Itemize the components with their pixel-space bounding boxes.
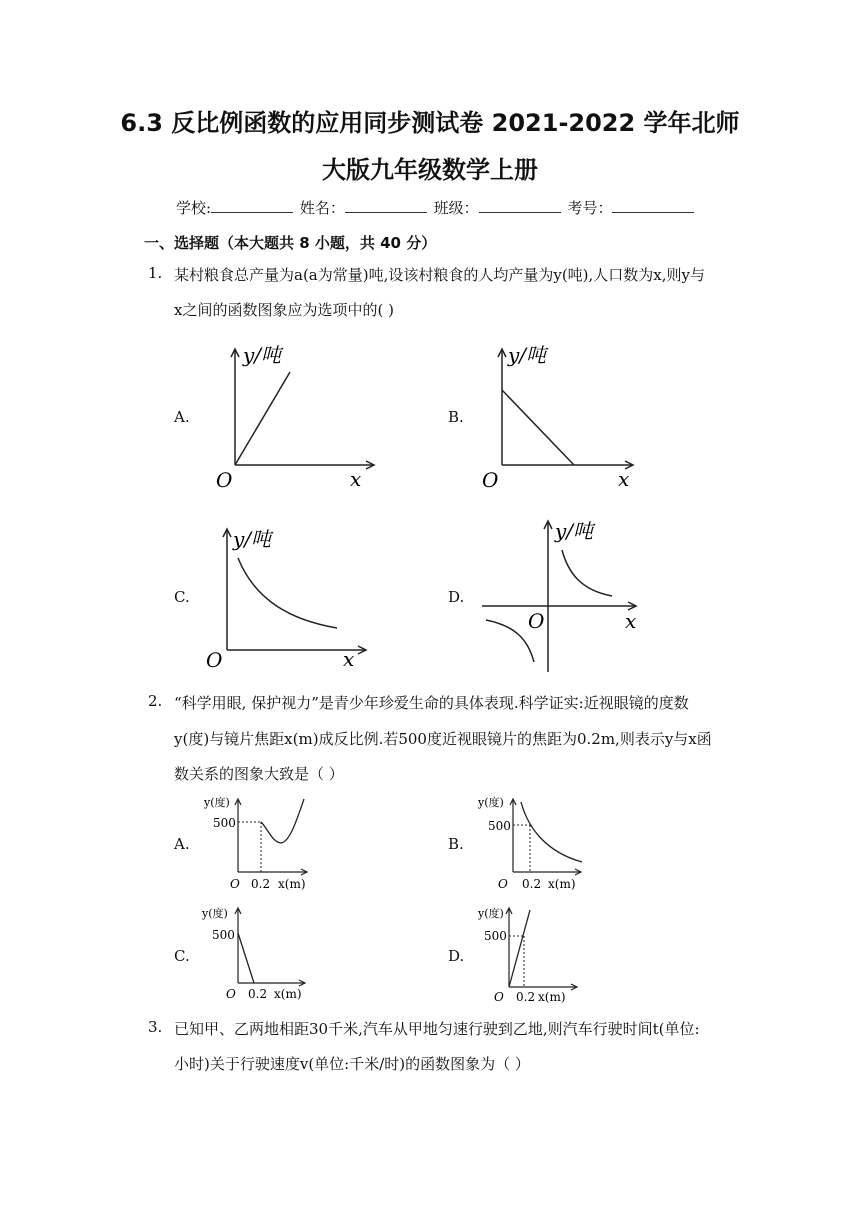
q2b-y-tick: 500	[488, 819, 511, 833]
q1-number: 1.	[148, 264, 163, 282]
q2d-y-label: y(度)	[478, 907, 504, 920]
q2c-y-label: y(度)	[202, 907, 228, 920]
q2b-origin-label: O	[498, 877, 508, 891]
q1c-x-label: x	[343, 647, 355, 671]
q2a-x-label: x(m)	[278, 877, 306, 891]
q2-graph-b	[476, 794, 596, 894]
name-label: 姓名：	[299, 199, 345, 217]
q1-option-c[interactable]: C.	[174, 588, 190, 606]
q1-option-d[interactable]: D.	[448, 588, 465, 606]
q1-graph-b	[470, 340, 650, 490]
q1-option-b[interactable]: B.	[448, 408, 464, 426]
q1a-origin-label: O	[216, 468, 233, 492]
q2-text-line-3: 数关系的图象大致是（ ）	[174, 765, 344, 783]
q2-graph-d	[476, 903, 596, 1003]
q2c-x-tick: 0.2	[248, 987, 268, 1001]
q2a-origin-label: O	[230, 877, 240, 891]
q1d-x-label: x	[625, 609, 637, 633]
q1-text-line-1: 某村粮食总产量为a(a为常量)吨,设该村粮食的人均产量为y(吨),人口数为x,则y与	[174, 266, 706, 284]
q2c-origin-label: O	[226, 987, 236, 1001]
q2b-x-label: x(m)	[548, 877, 576, 891]
q1-graph-a	[205, 340, 385, 490]
q1d-y-label: y/吨	[555, 519, 594, 543]
q2d-y-tick: 500	[484, 929, 507, 943]
q2-number: 2.	[148, 692, 163, 710]
q2-option-b[interactable]: B.	[448, 835, 464, 853]
q1d-origin-label: O	[528, 609, 545, 633]
q1a-y-label: y/吨	[243, 343, 282, 367]
class-blank[interactable]	[479, 198, 561, 213]
q1b-origin-label: O	[482, 468, 499, 492]
section-heading: 一、选择题（本大题共 8 小题，共 40 分）	[144, 234, 437, 252]
q1-graph-c	[200, 520, 380, 670]
q1c-origin-label: O	[206, 648, 223, 672]
q2-option-a[interactable]: A.	[174, 835, 190, 853]
q3-text-line-2: 小时)关于行驶速度v(单位:千米/时)的函数图象为（ ）	[174, 1055, 530, 1073]
q2c-y-tick: 500	[212, 928, 235, 942]
q3-number: 3.	[148, 1018, 163, 1036]
q2-option-c[interactable]: C.	[174, 947, 190, 965]
q2b-y-label: y(度)	[478, 796, 504, 809]
q2-text-line-2: y(度)与镜片焦距x(m)成反比例.若500度近视眼镜片的焦距为0.2m,则表示y与x函	[174, 730, 712, 748]
school-blank[interactable]	[211, 198, 293, 213]
q1b-x-label: x	[618, 467, 630, 491]
q3-text-line-1: 已知甲、乙两地相距30千米,汽车从甲地匀速行驶到乙地,则汽车行驶时间t(单位:	[174, 1020, 700, 1038]
q2-option-d[interactable]: D.	[448, 947, 465, 965]
q2-text-line-1: “科学用眼, 保护视力”是青少年珍爱生命的具体表现.科学证实:近视眼镜的度数	[174, 694, 689, 712]
q1c-y-label: y/吨	[233, 527, 272, 551]
q2d-x-label: x(m)	[538, 990, 566, 1004]
school-label: 学校:	[176, 199, 212, 217]
exam-no-blank[interactable]	[612, 198, 694, 213]
title-line-2: 大版九年级数学上册	[322, 156, 538, 184]
q2-graph-c	[200, 903, 320, 1003]
q2d-x-tick: 0.2	[516, 990, 536, 1004]
q1a-x-label: x	[350, 467, 362, 491]
q2a-x-tick: 0.2	[251, 877, 271, 891]
class-label: 班级：	[433, 199, 479, 217]
q2b-x-tick: 0.2	[522, 877, 542, 891]
student-info-line	[176, 197, 696, 218]
title-line-1: 6.3 反比例函数的应用同步测试卷 2021-2022 学年北师	[120, 109, 740, 137]
q1-text-line-2: x之间的函数图象应为选项中的( )	[174, 301, 394, 319]
exam-no-label: 考号：	[567, 199, 613, 217]
q1-graph-d	[480, 512, 660, 677]
q2-graph-a	[200, 794, 320, 894]
q2c-x-label: x(m)	[274, 987, 302, 1001]
q1b-y-label: y/吨	[508, 343, 547, 367]
q2a-y-tick: 500	[213, 816, 236, 830]
q2a-y-label: y(度)	[204, 796, 230, 809]
q2d-origin-label: O	[494, 990, 504, 1004]
name-blank[interactable]	[345, 198, 427, 213]
q1-option-a[interactable]: A.	[174, 408, 190, 426]
